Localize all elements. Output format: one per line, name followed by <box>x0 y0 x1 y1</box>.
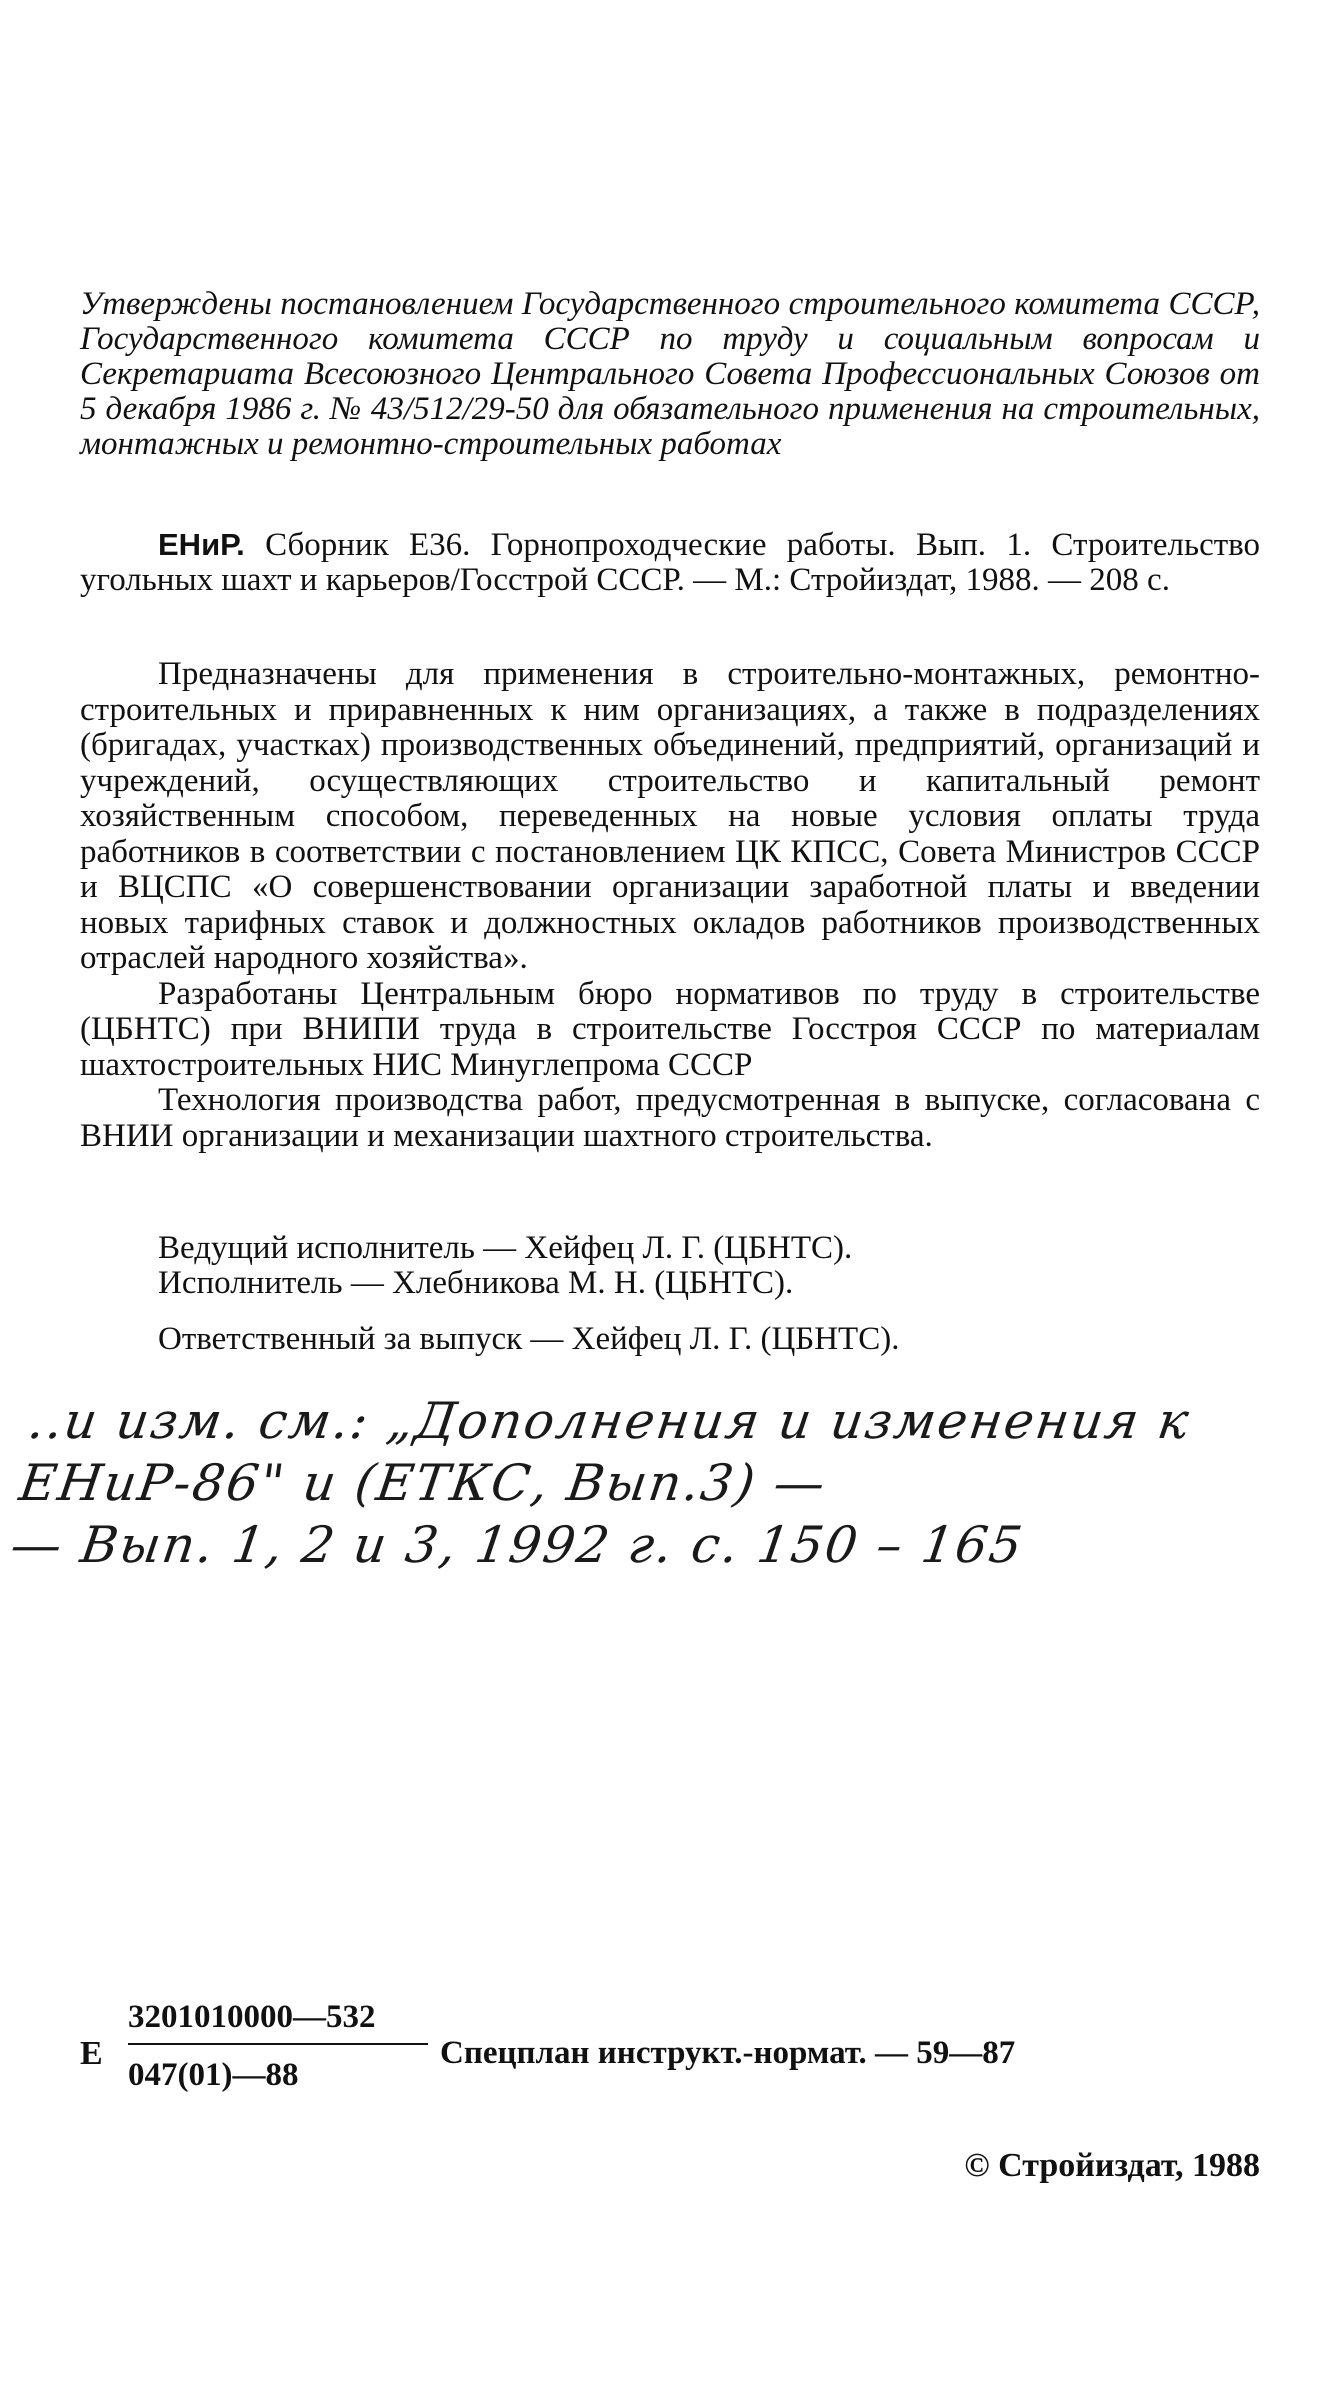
imprint-numerator: 3201010000—532 <box>128 1999 376 2035</box>
lead-executor-line: Ведущий исполнитель — Хейфец Л. Г. (ЦБНТС). <box>158 1230 853 1266</box>
handwritten-line: — Вып. 1, 2 и 3, 1992 г. с. 150 – 165 <box>7 1516 1028 1574</box>
publication-imprint <box>80 1997 1280 2117</box>
executor-line: Исполнитель — Хлебникова М. Н. (ЦБНТС). <box>158 1265 794 1301</box>
handwritten-line: ..и изм. см.: „Дополнения и изменения к <box>24 1392 1195 1450</box>
bibliographic-citation <box>80 527 1260 598</box>
imprint-plan: Спецплан инструкт.-нормат. — 59—87 <box>440 2035 1016 2071</box>
imprint-denominator: 047(01)—88 <box>128 2057 299 2093</box>
fraction-divider <box>128 2043 428 2045</box>
handwritten-note <box>7 1390 1323 1576</box>
imprint-code-fraction <box>128 1997 428 2095</box>
imprint-letter: Е <box>80 2035 103 2072</box>
copyright-notice: © Стройиздат, 1988 <box>964 2147 1260 2184</box>
citation-lead: ЕНиР. <box>158 527 245 562</box>
citation-text: Сборник Е36. Горнопроходческие работы. Вып. 1. Строительство угольных шахт и карьеров/Госстрой СССР. — М.: Стройиздат, 1988. — 208 с. <box>80 527 1260 598</box>
technology-paragraph: Технология производства работ, предусмотренная в выпуске, согласована с ВНИИ организации и механизации шахтного строительства. <box>80 1082 1260 1154</box>
responsible-block <box>158 1322 1258 1357</box>
responsible-line: Ответственный за выпуск — Хейфец Л. Г. (ЦБНТС). <box>158 1321 900 1357</box>
approval-notice: Утверждены постановлением Государственного строительного комитета СССР, Государственного комитета СССР по труду и социальным вопросам и Секретариата Всесоюзного Центрального Совета Профессиональных Союзов от 5 декабря 1986 г. № 43/512/29-50 для обязательного применения на строительных, монтажных и ремонтно-строительных работах <box>80 286 1260 462</box>
purpose-paragraph: Предназначены для применения в строительно-монтажных, ремонтно-строительных и приравненных к ним организациях, а также в подразделениях (бригадах, участках) производственных объединений, предприятий, организаций и учреждений, осуществляющих строительство и капитальный ремонт хозяйственным способом, переведенных на новые условия оплаты труда работников в соответствии с постановлением ЦК КПСС, Совета Министров СССР и ВЦСПС «О совершенствовании организации заработной платы и введении новых тарифных ставок и должностных окладов работников производственных отраслей народного хозяйства». <box>80 656 1260 976</box>
handwritten-line: ЕНиР-86" и (ЕТКС, Вып.3) — <box>15 1454 831 1512</box>
description-block <box>80 657 1260 1154</box>
developer-paragraph: Разработаны Центральным бюро нормативов по труду в строительстве (ЦБНТС) при ВНИПИ труда в строительстве Госстроя СССР по материалам шахтостроительных НИС Минуглепрома СССР <box>80 975 1260 1083</box>
executors-block <box>158 1231 1258 1301</box>
